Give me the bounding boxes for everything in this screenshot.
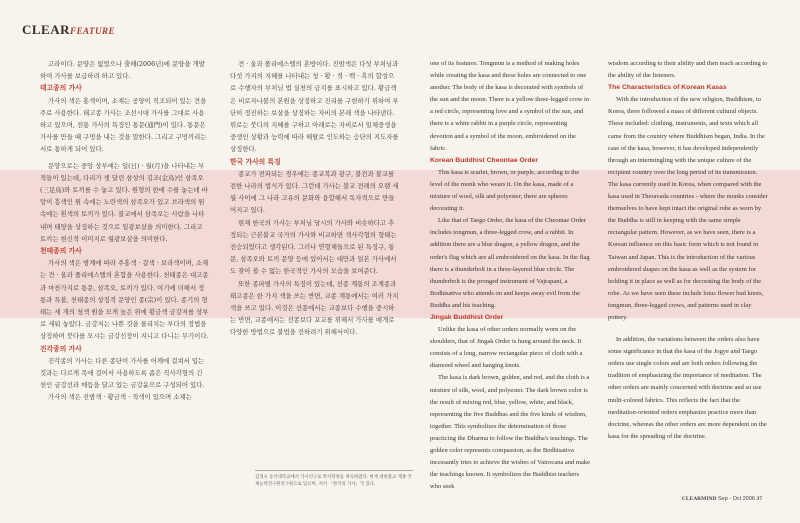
col4-paragraph: With the introduction of the new religion, Buddhism, to Korea, there followed a mass of different cultural objects. These included: clothing, instruments, and texts which all came from the country where Buddhism began, India. In the case of the kasa, however, it has developed independently through an intermingling with the unique culture of the recipient country over the long period of its transmission. The kasa currently used in Korea, when compared with the kasa used in Theravada countries - where the monks consider themselves to have kept intact the original robe as worn by the Buddha is still in keeping with the same simple rectangular pattern. However, as we have seen, there is a Korean influence on this basic form which is not found in Taiwan and Japan. This is the introduction of the various embroidered shapes on the kasa as well as the system for holding it in place as well as for decorating the body of the robe. As we have seen these include lotus flower bud knots, tongmun, three-legged crows, and patterns used in clay pottery. (608, 96, 768, 321)
page-footer (682, 496, 762, 502)
col2-paragraph: 종교가 전파되는 경우에는 종교복과 광구, 불전과 불교를 전한 나라의 법식가 있다. 그런데 가사는 불교 전래의 오랜 세월 사이에 그 나라 고유의 문화와 융합해서 독자적으로 만들어지고 있다. (230, 169, 399, 215)
col3-paragraph: Unlike the kasa of other orders normally worn on the shoulders, that of Jingak Order is hung around the neck. It consists of a long, narrow rectangular piece of cloth with a diamond wheel and hanging knots. (430, 326, 583, 370)
col3-heading-jingak: Jingak Buddhist Order (430, 313, 504, 321)
col2-heading-characteristics: 한국 가사의 특징 (230, 157, 281, 166)
col1-paragraph: 가사의 색은 홍색이며, 소재는 공양이 직조되어 있는 견을 주로 사용한다. 태고종 가사는 조선시대 가사를 그대로 사용하고 있으며, 전통 가사의 특징인 통문(通門)이 있다. 통문은 가사를 만들 때 구멍을 내는 것을 말한다. 그리고 구멍끼리는 서로 통하게 되어 있다. (40, 96, 207, 154)
page-number: 37 (756, 496, 762, 502)
brand-main: CLEAR (22, 22, 71, 37)
col4-heading-characteristics: The Characteristics of Korean Kasas (608, 84, 727, 92)
col1-paragraph: 진각종의 가사는 다른 종단이 가사를 어깨에 걸쳐서 입는 것과는 다르게 목에 걸어서 사용하도록 좁은 직사각형의 긴 천인 금강선과 매듭을 달고 있는 금강윤으로 구성되어 있다. (40, 356, 205, 390)
col1-paragraph: 가사의 색은 진밤색 · 황금색 · 적색이 있으며 소재는 (48, 393, 192, 402)
column-1 (40, 58, 210, 404)
col3-heading-cheontae: Korean Buddhist Cheontae Order (430, 156, 539, 164)
col3-paragraph: Like that of Taego Order, the kasa of the Cheontae Order includes tongmun, a three-legged crow, and a rabbit. In addition there are a blue dragon, a yellow dragon, and the order's flag which are all embroidered on the kasa. In the flag there is a thunderbolt in a three-layered blue circle. The thunderbolt is the pronged instrument of Vajrapani, a Bodhisattva who attends on and keeps away evil from the Buddha and his teaching. (430, 217, 590, 309)
col1-paragraph: 가사의 색은 범계에 따라 주홍색 · 갈색 · 보라색이며, 소재는 견 · 울과 폴리에스텔의 혼합을 사용한다. 천태종은 대고종과 마찬가지로 통문, 삼족오, 토끼가 있다. 여기에 더해서 정통과 특불, 천태종의 상징적 문양인 종(宗)이 있다. 종기의 형태는 세 개의 청색 원을 모게 높은 위에 황금색 금강저를 상부로 세워 놓았다. 금강저는 나쁜 것을 물리치는 부다의 정법을 상징하며 붓다를 모시는 금강신장이 지니고 다니는 무기이다. (40, 259, 209, 341)
footer-issue: Sep - Oct 2006 (717, 496, 755, 502)
col1-heading-jingak: 진각종의 가사 (40, 344, 82, 353)
col2-paragraph: 견 · 울과 폴리에스텔의 혼방이다. 진밤색은 다섯 부처님과 다섯 가지의 지혜를 나타내는 청 · 황 · 적 · 백 · 흑의 합성으로 수행자의 부처님 법 실천의 금지를 표시하고 있다. 황금색은 비로자나불의 본원을 상징하고 진리를 구현하기 위하여 부단히 정진하는 보살을 상징하는 자비의 본래 색을 나타낸다. 위로는 붓다의 지혜를 구하고 아래로는 자비로서 일체중생을 중생인 상황과 능력에 따라 해탈로 인도하는 승단의 지도자를 상징한다. (230, 60, 399, 154)
col3-paragraph: one of its features. Tongmun is a method of making holes while creating the kasa and these holes are connected to one another. The body of the kasa is decorated with symbols of the sun and the moon. There is a yellow three-legged crow in a red circle, representing love and a symbol of the sun, and there is a white rabbit in a purple circle, representing devotion and a symbol of the moon, embroidered on the fabric. (430, 60, 590, 152)
column-2 (230, 58, 400, 339)
col4-paragraph: wisdom according to their ability and then teach according to the ability of the listeners. (608, 60, 768, 80)
col1-heading-taego: 태고종의 가사 (40, 84, 82, 93)
col1-paragraph: 고라이다. 문양은 없었으나 출해(2006년)에 문양을 개발하여 가사를 보급하려 하고 있다. (40, 60, 205, 81)
brand-sub: FEATURE (70, 26, 116, 36)
col2-paragraph: 또한 종파별 가사의 특징이 있는데, 선종 계통의 조계종과 태고종은 한 가지 색을 쓰는 반면, 교종 계통에서는 여러 가지 색을 쓰고 있다. 이것은 선종에서는 교종보다 수행을 중시하는 반면, 교종에서는 선종보다 포교를 위해서 가사를 매개로 다양한 방법으로 불법을 전하려기 위해서이다. (230, 279, 399, 337)
footer-brand: CLEARMIND (681, 496, 717, 502)
column-3 (430, 58, 590, 493)
col4-paragraph: In addition, the variations between the orders also have some significance in that the kasa of the Jogye and Taego orders use single colors and are both orders following the tradition of emphasizing the importance of meditation. The other orders are mainly concerned with doctrine and so use multi-colored fabrics. This reflects the fact that the meditation-oriented orders emphasize practice more than doctrine, whereas the other orders are more dependent on the kasa for the spreading of the doctrine. (608, 336, 767, 440)
author-note: 김경숙 동국대학교에서 가사연구로 박사학위를 취득하였다. 현재 대한불교 계종 국제능력연구원연구원으로 있으며, 저서 「한국의 가사」가 있다. (255, 470, 413, 488)
col3-paragraph: The kasa is dark brown, golden, and red, and the cloth is a mixture of silk, wool, and polyester. The dark brown color is the result of mixing red, blue, yellow, white, and black, representing the five Buddhas and the five kinds of wisdom, together. This symbolizes the determination of those practicing the Dharma to follow the Buddha's teachings. The golden color represents compassion, as the Bodhisattva incessantly tries to achieve the wishes of Vairocana and make the teachings known. It symbolizes the Buddhist teachers who seek (430, 374, 590, 491)
col2-paragraph: 현재 한국의 가사는 부처님 당시의 가사와 비슷하다고 추정되는 근본불교 국가의 가사와 비교하면 색사각형의 형태는 전승되었다고 생각된다. 그러나 연형체들으로 된 특징구, 통문, 삼족오와 토끼 문양 등에 있어서는 대만과 일본 가사에서도 찾아 볼 수 없는 한국적인 가사의 모습을 보여준다. (230, 218, 397, 276)
column-4 (608, 58, 768, 443)
magazine-brand (22, 22, 115, 38)
col1-paragraph: 문양으로는 중앙 상부에는 일(日) · 월(月)을 나타내는 부적들이 있는데, 다리가 셋 달린 삼상의 김조(金烏)인 삼족오(三足烏)와 토끼를 수 놓고 있다. 원형의 한에 수를 놓는데 바탕이 흥색인 원 속에는 노란색의 삼족오가 있고 브라색의 원 속에는 흰색의 토끼가 있다. 불교에서 삼족오는 사람을 나타내며 태양을 상징하는 것으로 일광보살을 의미한다. 그리고 토끼는 현신적 이미지로 월광보살을 의미한다. (40, 161, 208, 243)
col3-paragraph: This kasa is scarlet, brown, or purple, according to the level of the monk who wears it. On the kasa, made of a mixture of wool, silk and polyester, there are spheres decorating it. (430, 168, 580, 213)
col1-heading-cheontae: 천태종의 가사 (40, 247, 82, 256)
